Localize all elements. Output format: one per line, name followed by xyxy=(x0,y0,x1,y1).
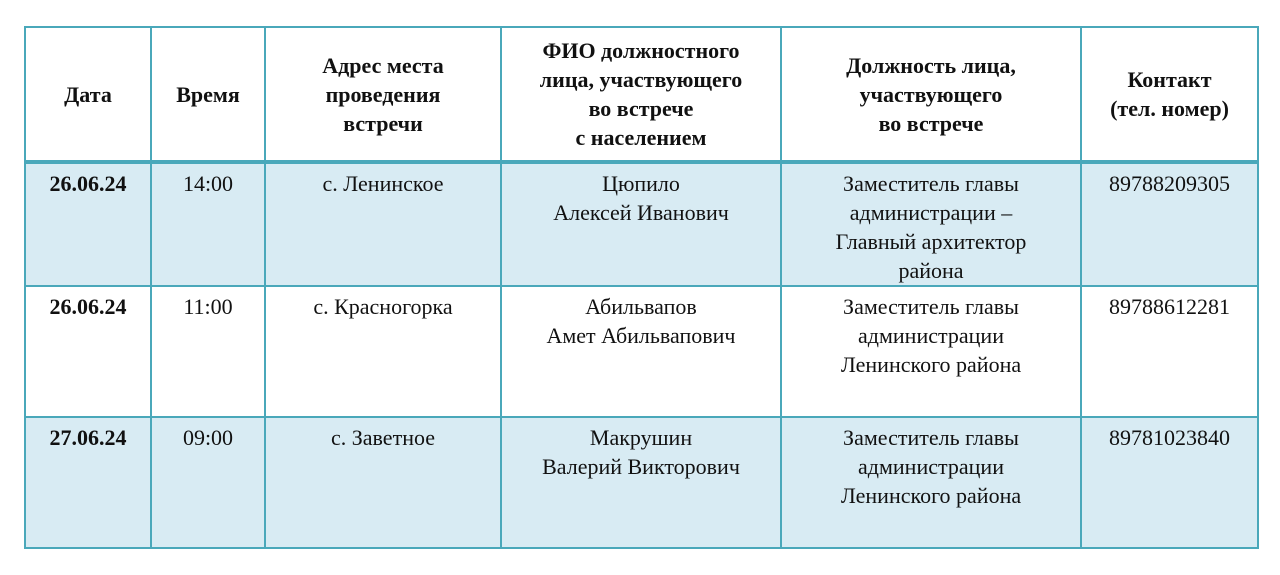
header-line: Контакт xyxy=(1127,67,1212,92)
name-line: Абильвапов xyxy=(585,294,697,319)
name-line: Цюпило xyxy=(602,171,680,196)
header-line: участвующего xyxy=(859,81,1003,107)
cell-place: с. Красногорка xyxy=(265,286,501,417)
header-position xyxy=(781,27,1081,162)
header-time xyxy=(151,27,265,162)
header-line: Время xyxy=(176,81,240,107)
position-line: Заместитель главы xyxy=(843,294,1019,319)
position-line: администрации xyxy=(858,323,1004,348)
cell-place: с. Заветное xyxy=(265,417,501,548)
header-line: Должность лица, xyxy=(846,52,1016,78)
header-place xyxy=(265,27,501,162)
header-line: лица, участвующего xyxy=(539,67,743,92)
header-line: Адрес места xyxy=(322,52,444,78)
header-contact xyxy=(1081,27,1258,162)
cell-position xyxy=(781,286,1081,417)
cell-official-name xyxy=(501,417,781,548)
position-line: района xyxy=(898,258,964,283)
cell-phone: 89788612281 xyxy=(1081,286,1258,417)
header-line: Дата xyxy=(64,81,112,107)
name-line: Макрушин xyxy=(589,425,693,450)
header-line: во встрече xyxy=(588,96,694,121)
table-row xyxy=(25,417,1258,548)
header-date xyxy=(25,27,151,162)
header-line: ФИО должностного xyxy=(542,38,740,63)
meeting-schedule-table xyxy=(24,26,1259,549)
header-line: во встрече xyxy=(878,110,984,136)
header-line: (тел. номер) xyxy=(1110,96,1229,121)
header-official-name xyxy=(501,27,781,162)
position-line: Заместитель главы xyxy=(843,425,1019,450)
cell-date: 27.06.24 xyxy=(25,417,151,548)
table-row xyxy=(25,162,1258,286)
position-line: Ленинского района xyxy=(840,483,1022,508)
position-line: администрации xyxy=(858,454,1004,479)
position-line: администрации – xyxy=(849,200,1013,225)
cell-time: 14:00 xyxy=(151,162,265,286)
header-line: проведения xyxy=(325,81,441,107)
cell-position xyxy=(781,162,1081,286)
cell-date: 26.06.24 xyxy=(25,286,151,417)
cell-time: 11:00 xyxy=(151,286,265,417)
header-line: встречи xyxy=(343,110,423,136)
position-line: Ленинского района xyxy=(840,352,1022,377)
cell-date: 26.06.24 xyxy=(25,162,151,286)
name-line: Амет Абильвапович xyxy=(546,323,736,348)
position-line: Заместитель главы xyxy=(843,171,1019,196)
cell-phone: 89788209305 xyxy=(1081,162,1258,286)
cell-place: с. Ленинское xyxy=(265,162,501,286)
cell-official-name xyxy=(501,162,781,286)
name-line: Алексей Иванович xyxy=(553,200,729,225)
cell-phone: 89781023840 xyxy=(1081,417,1258,548)
header-row xyxy=(25,27,1258,162)
cell-time: 09:00 xyxy=(151,417,265,548)
header-line: с населением xyxy=(575,125,707,150)
table-row xyxy=(25,286,1258,417)
cell-position xyxy=(781,417,1081,548)
name-line: Валерий Викторович xyxy=(542,454,740,479)
cell-official-name xyxy=(501,286,781,417)
position-line: Главный архитектор xyxy=(835,229,1027,254)
